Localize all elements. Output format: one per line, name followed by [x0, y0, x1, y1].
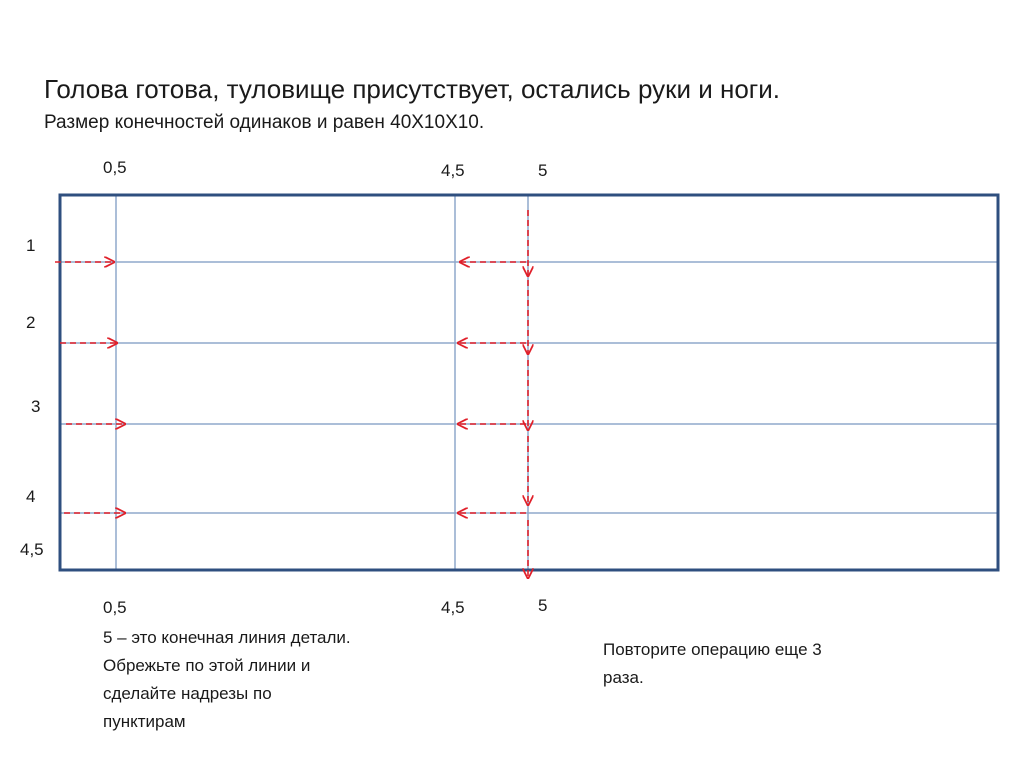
note-left-line-1: 5 – это конечная линия детали. [103, 628, 351, 647]
note-left-line-3: сделайте надрезы по [103, 684, 272, 703]
note-left-line-4: пунктирам [103, 712, 186, 731]
top-label-0-5: 0,5 [103, 158, 127, 177]
row-label-4-5: 4,5 [20, 540, 44, 559]
bottom-label-5: 5 [538, 596, 548, 615]
page-title: Голова готова, туловище присутствует, остались руки и ноги. [44, 74, 781, 104]
instruction-note-left [103, 624, 351, 736]
top-label-5: 5 [538, 161, 548, 180]
instruction-note-right [603, 636, 822, 692]
bottom-label-4-5: 4,5 [441, 598, 465, 617]
note-right-line-2: раза. [603, 668, 644, 687]
row-label-3: 3 [31, 397, 41, 416]
bottom-label-0-5: 0,5 [103, 598, 127, 617]
top-label-4-5: 4,5 [441, 161, 465, 180]
row-label-2: 2 [26, 313, 36, 332]
row-label-4: 4 [26, 487, 36, 506]
note-right-line-1: Повторите операцию еще 3 [603, 640, 822, 659]
note-left-line-2: Обрежьте по этой линии и [103, 656, 311, 675]
row-label-1: 1 [26, 236, 36, 255]
page-subtitle: Размер конечностей одинаков и равен 40Х10Х10. [44, 112, 485, 133]
